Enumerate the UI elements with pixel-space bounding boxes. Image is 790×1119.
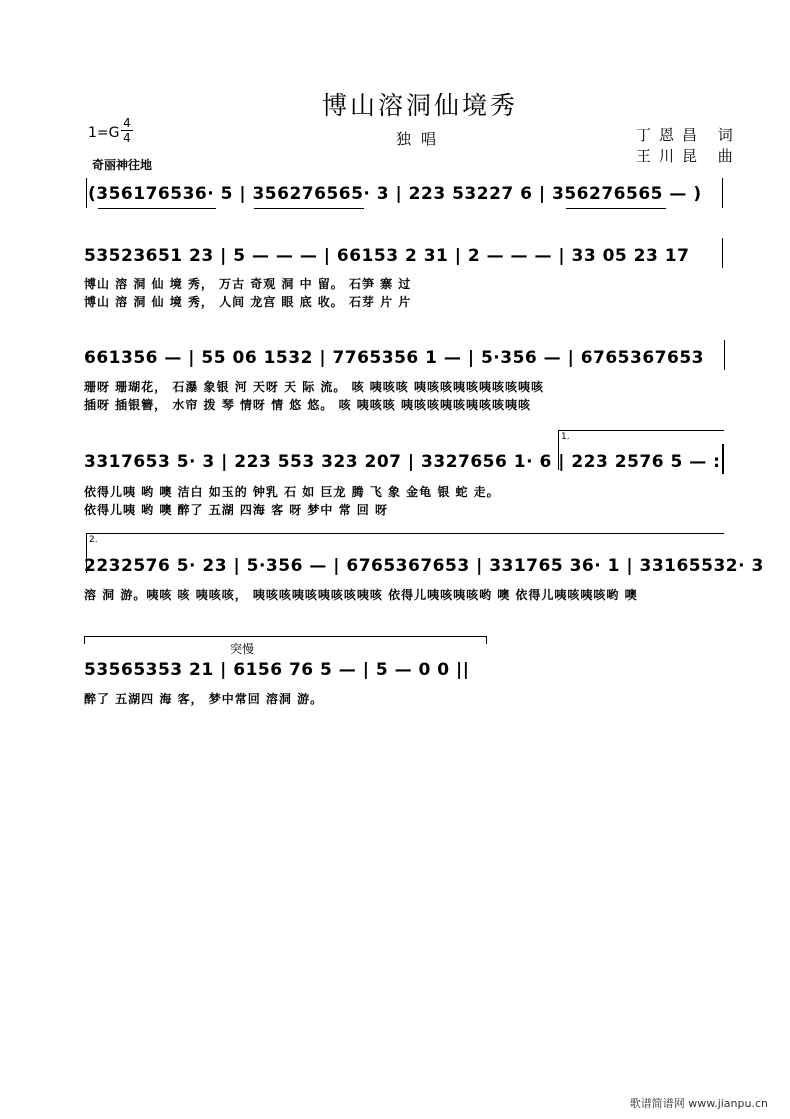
- lyrics-row-2-verse-2: 博山 溶 洞 仙 境 秀， 人间 龙宫 眼 底 收。 石芽 片 片: [84, 295, 412, 309]
- lyrics-row-4-verse-2: 依得儿咦 哟 噢 醉了 五湖 四海 客 呀 梦中 常 回 呀: [84, 503, 388, 517]
- volta-2-bracket: [86, 533, 724, 534]
- underline-mark: [254, 208, 364, 209]
- notation-row-6: 53565353 21 | 6156 76 5 — | 5 — 0 0 ||: [84, 660, 470, 680]
- final-section-bracket-edge: [84, 636, 85, 644]
- underline-mark: [566, 208, 666, 209]
- time-signature-bottom: 4: [123, 131, 131, 145]
- lyrics-row-2-verse-1: 博山 溶 洞 仙 境 秀， 万古 奇观 洞 中 留。 石笋 寨 过: [84, 277, 412, 291]
- composer-credit: 王川昆 曲: [636, 147, 741, 165]
- lyrics-row-5-verse-1: 溶 洞 游。咦咳 咳 咦咳咳， 咦咳咳咦咳咦咳咳咦咳 依得儿咦咳咦咳哟 噢 依得儿咦咳咦咳哟 噢: [84, 588, 638, 602]
- volta-1-bracket: [558, 430, 724, 431]
- key-signature: 1=G: [88, 125, 120, 141]
- tempo-mark: 突慢: [230, 642, 255, 656]
- volta-1-label: 1.: [561, 432, 570, 442]
- lyrics-row-3-verse-2: 插呀 插银簪， 水帘 拨 琴 情呀 情 悠 悠。 咳 咦咳咳 咦咳咳咦咳咦咳咳咦咳: [84, 398, 531, 412]
- barline: [722, 178, 723, 208]
- lyrics-row-6-verse-1: 醉了 五湖四 海 客， 梦中常回 溶洞 游。: [84, 692, 324, 706]
- expression-mark: 奇丽神往地: [92, 158, 153, 172]
- underline-mark: [98, 208, 216, 209]
- barline: [722, 238, 723, 268]
- repeat-barline: [722, 444, 724, 474]
- notation-row-5: 2232576 5· 23 | 5·356 — | 6765367653 | 331765 36· 1 | 33165532· 3: [84, 556, 764, 576]
- site-watermark: 歌谱简谱网 www.jianpu.cn: [629, 1097, 768, 1110]
- notation-row-4: 3317653 5· 3 | 223 553 323 207 | 3327656 1· 6 | 223 2576 5 — :: [84, 452, 721, 472]
- performance-type: 独唱: [396, 130, 447, 148]
- page-title: 博山溶洞仙境秀: [322, 91, 519, 120]
- notation-row-3: 661356 — | 55 06 1532 | 7765356 1 — | 5·356 — | 6765367653: [84, 348, 704, 368]
- time-signature: [121, 117, 133, 144]
- barline: [86, 178, 87, 208]
- time-signature-top: 4: [123, 116, 131, 130]
- volta-2-label: 2.: [89, 535, 98, 545]
- final-section-bracket: [84, 636, 486, 637]
- notation-row-1: (356176536· 5 | 356276565· 3 | 223 53227 6 | 356276565 — ): [88, 184, 702, 204]
- lyrics-row-4-verse-1: 依得儿咦 哟 噢 洁白 如玉的 钟乳 石 如 巨龙 腾 飞 象 金龟 银 蛇 走。: [84, 485, 500, 499]
- lyrics-row-3-verse-1: 珊呀 珊瑚花， 石瀑 象银 河 天呀 天 际 流。 咳 咦咳咳 咦咳咳咦咳咦咳咳咦咳: [84, 380, 544, 394]
- barline: [724, 340, 725, 370]
- notation-row-2: 53523651 23 | 5 — — — | 66153 2 31 | 2 — — — | 33 05 23 17: [84, 246, 690, 266]
- final-section-bracket-edge: [486, 636, 487, 644]
- lyricist-credit: 丁恩昌 词: [636, 126, 741, 144]
